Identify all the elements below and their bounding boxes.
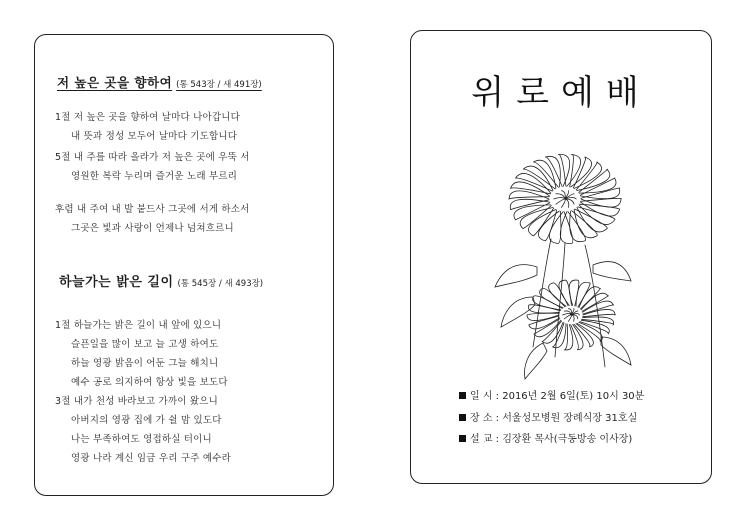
hymn-2-line: 1절 하늘가는 밝은 길이 내 앞에 있으니	[55, 320, 222, 331]
square-bullet-icon	[459, 435, 466, 442]
hymn-1-line: 그곳은 빛과 사랑이 언제나 넘쳐흐르니	[71, 223, 234, 234]
cover-panel	[410, 30, 712, 484]
petal	[510, 199, 549, 209]
square-bullet-icon	[459, 392, 466, 399]
service-date-row	[459, 387, 644, 402]
hymn-1-title-text: 저 높은 곳을 향하여	[57, 75, 173, 90]
petal	[560, 212, 573, 244]
upper-bloom	[509, 154, 621, 243]
hymn-2-reference: (통 545장 / 새 493장)	[177, 279, 264, 289]
hymn-2-line: 나는 부족하여도 영접하실 터이니	[71, 434, 212, 445]
hymn-1-line: 5절 내 주를 따라 올라가 저 높은 곳에 우뚝 서	[55, 152, 250, 163]
square-bullet-icon	[459, 414, 466, 421]
hymn-1-line: 내 뜻과 정성 모두어 날마다 기도합니다	[71, 131, 238, 142]
hymn-1-title	[57, 73, 262, 91]
lower-bloom	[527, 280, 615, 350]
service-place: 장 소 : 서울성모병원 장례식장 31호실	[470, 413, 638, 424]
leaf	[501, 297, 535, 327]
petal	[579, 287, 600, 309]
petal	[568, 211, 586, 242]
petal	[511, 182, 551, 196]
service-preacher: 설 교 : 김장환 목사(극동방송 이사장)	[470, 434, 633, 445]
hymn-1-reference: (통 543장 / 새 491장)	[176, 80, 262, 90]
petal	[523, 166, 555, 190]
hymn-2-line: 예수 공로 의지하여 항상 빛을 보도다	[71, 377, 228, 388]
petal	[579, 178, 616, 195]
hymn-2-line: 슬픈일을 많이 보고 늘 고생 하여도	[71, 339, 219, 350]
bloom-center-stroke	[554, 198, 565, 200]
petal	[533, 296, 563, 310]
hymn-2-line: 하늘 영광 밝음이 어둔 그늘 해치니	[71, 358, 219, 369]
leaf	[601, 337, 631, 365]
hymn-2-line: 아버지의 영광 집에 가 쉴 맘 있도다	[71, 415, 222, 426]
hymn-panel	[34, 34, 334, 496]
stem	[533, 239, 551, 347]
hymn-1-line: 1절 저 높은 곳을 향하여 날마다 나아갑니다	[55, 112, 240, 123]
leaf	[525, 343, 547, 379]
petal	[583, 309, 616, 316]
hymn-2-title	[59, 271, 263, 290]
stem	[585, 245, 605, 367]
service-title: 위로예배	[471, 73, 651, 113]
service-preacher-row	[459, 430, 632, 445]
petal	[542, 321, 563, 343]
hymn-1-line: 후렴 내 주여 내 발 붙드사 그곳에 서게 하소서	[55, 204, 250, 215]
chrysanthemum-illustration	[493, 147, 633, 383]
hymn-2-line: 영광 나라 계신 임금 우리 구주 예수라	[71, 453, 231, 464]
service-place-row	[459, 409, 637, 424]
petal	[576, 282, 590, 307]
petal	[527, 313, 559, 320]
service-date: 일 시 : 2016년 2월 6일(토) 10시 30분	[470, 391, 645, 402]
petal	[545, 156, 562, 187]
hymn-1-line: 영원한 복락 누리며 즐거운 노래 부르리	[71, 171, 238, 182]
petal	[538, 210, 559, 241]
leaf	[593, 262, 631, 281]
hymn-2-title-text: 하늘가는 밝은 길이	[59, 275, 174, 290]
petal	[581, 188, 620, 199]
petal	[578, 205, 615, 225]
leaf	[495, 265, 537, 287]
hymn-2-line: 3절 내가 천성 바라보고 가까이 왔으니	[55, 396, 218, 407]
